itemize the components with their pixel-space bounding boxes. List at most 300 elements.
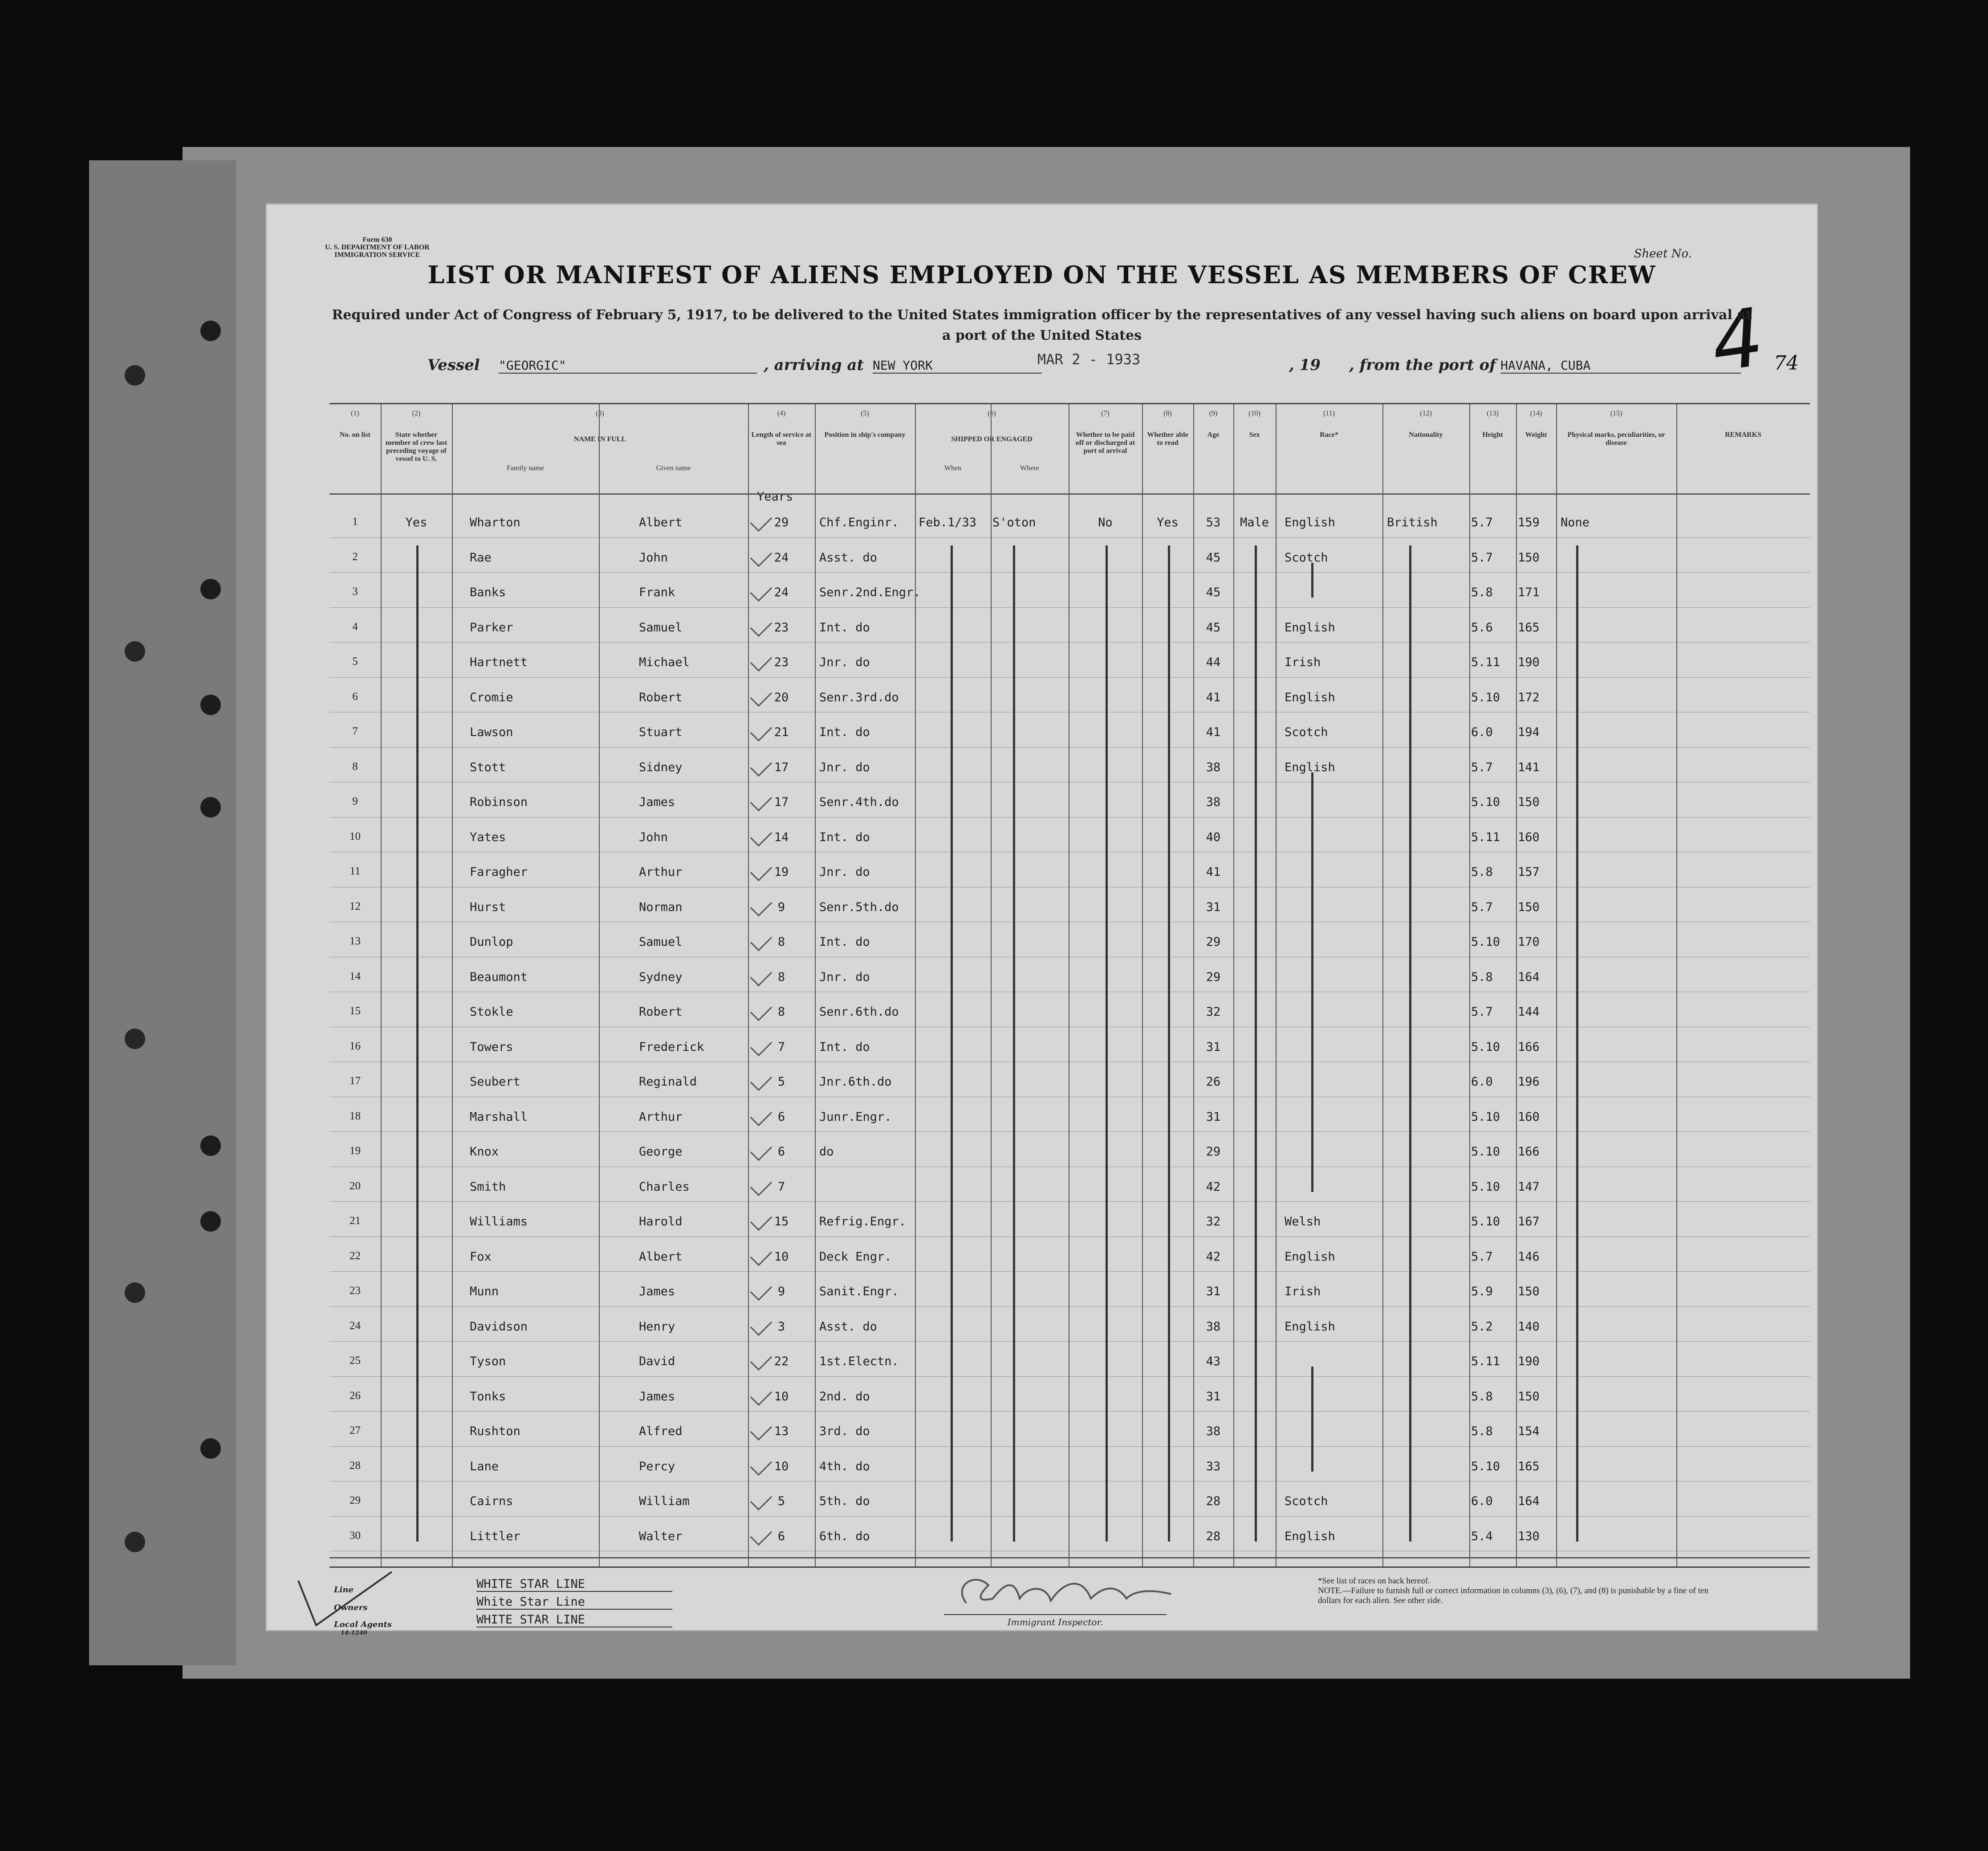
column-number: (2)	[412, 410, 421, 417]
ditto-line	[1311, 773, 1313, 1192]
cell-weight: 172	[1518, 690, 1540, 704]
cell-position: Refrig.Engr.	[819, 1215, 907, 1229]
cell-race: Scotch	[1285, 550, 1328, 565]
cell-no: 21	[350, 1215, 361, 1227]
cell-years: 8	[777, 970, 785, 984]
cell-age: 31	[1206, 1389, 1221, 1404]
cell-age: 28	[1206, 1529, 1221, 1543]
cell-given: Robert	[639, 1005, 683, 1019]
cell-height: 5.7	[1471, 550, 1493, 565]
cell-age: 42	[1206, 1180, 1221, 1194]
cell-years: 8	[777, 935, 785, 949]
row-rule	[329, 817, 1810, 818]
cell-years: 23	[774, 620, 789, 635]
binding-hole	[200, 321, 221, 341]
cell-weight: 146	[1518, 1249, 1540, 1264]
line-label: Line	[334, 1585, 354, 1595]
column-number: (11)	[1323, 410, 1335, 417]
when-subheader: When	[944, 464, 962, 472]
cell-given: Sydney	[639, 970, 683, 984]
column-number: (4)	[777, 410, 786, 417]
cell-years: 6	[777, 1110, 785, 1124]
cell-race: English	[1285, 690, 1335, 704]
column-header: REMARKS	[1725, 431, 1761, 439]
cell-given: Charles	[639, 1180, 690, 1194]
cell-height: 5.10	[1471, 795, 1500, 809]
cell-no: 6	[352, 690, 358, 703]
cell-age: 31	[1206, 1040, 1221, 1054]
cell-weight: 190	[1518, 655, 1540, 669]
vessel-name: "GEORGIC"	[499, 358, 757, 374]
from-label: , from the port of	[1349, 356, 1496, 374]
row-rule	[329, 1271, 1810, 1272]
cell-weight: 150	[1518, 795, 1540, 809]
column-header: NAME IN FULL	[573, 435, 626, 443]
cell-race: Welsh	[1285, 1215, 1321, 1229]
inspector-label: Immigrant Inspector.	[944, 1614, 1167, 1627]
family-name-subheader: Family name	[507, 464, 544, 472]
row-rule	[329, 1376, 1810, 1377]
cell-marks: None	[1561, 516, 1590, 529]
cell-age: 29	[1206, 970, 1221, 984]
cell-position: 4th. do	[819, 1459, 870, 1473]
cell-position: Senr.6th.do	[819, 1005, 899, 1019]
cell-given: John	[639, 550, 668, 565]
cell-weight: 165	[1518, 620, 1540, 635]
cell-years: 22	[774, 1355, 789, 1368]
cell-race: English	[1285, 760, 1335, 774]
cell-weight: 196	[1518, 1075, 1540, 1089]
binding-hole	[200, 1135, 221, 1156]
cell-given: Samuel	[639, 620, 683, 635]
column-number: (10)	[1248, 410, 1260, 417]
row-rule	[329, 1411, 1810, 1412]
cell-years: 23	[774, 655, 789, 669]
cell-weight: 147	[1518, 1180, 1540, 1194]
year-label: , 19	[1289, 356, 1321, 374]
cell-family: Stott	[470, 760, 506, 774]
row-rule	[329, 642, 1810, 643]
row-rule	[329, 1201, 1810, 1202]
binding-hole	[125, 1282, 145, 1303]
cell-position: Deck Engr.	[819, 1249, 892, 1264]
cell-weight: 164	[1518, 970, 1540, 984]
cell-no: 20	[350, 1180, 361, 1192]
cell-years: 9	[777, 1285, 785, 1298]
cell-no: 2	[352, 550, 358, 563]
cell-age: 29	[1206, 935, 1221, 949]
column-rule	[1193, 404, 1194, 1566]
cell-no: 16	[350, 1040, 361, 1052]
cell-family: Tyson	[470, 1355, 506, 1368]
column-number: (7)	[1101, 410, 1110, 417]
cell-family: Banks	[470, 586, 506, 599]
cell-position: do	[819, 1145, 834, 1159]
cell-position: Asst. do	[819, 1319, 878, 1334]
cell-no: 15	[350, 1005, 361, 1017]
department: U. S. DEPARTMENT OF LABOR	[325, 244, 430, 251]
cell-no: 4	[352, 620, 358, 633]
cell-age: 26	[1206, 1075, 1221, 1089]
cell-height: 6.0	[1471, 1075, 1493, 1089]
ditto-line	[416, 545, 419, 1542]
column-rule	[1469, 404, 1470, 1566]
cell-weight: 167	[1518, 1215, 1540, 1229]
cell-weight: 141	[1518, 760, 1540, 774]
cell-no: 7	[352, 725, 358, 737]
binding-hole	[125, 641, 145, 662]
cell-years: 19	[774, 865, 789, 879]
row-rule	[329, 1341, 1810, 1342]
cell-family: Tonks	[470, 1389, 506, 1404]
ditto-line	[1106, 545, 1108, 1542]
cell-years: 5	[777, 1494, 785, 1508]
cell-family: Lane	[470, 1459, 499, 1473]
column-header: Age	[1207, 431, 1220, 439]
cell-years: 6	[777, 1529, 785, 1543]
ditto-line	[1311, 1367, 1313, 1472]
years-subheader: Years	[757, 490, 793, 504]
cell-weight: 160	[1518, 830, 1540, 844]
cell-position: Senr.4th.do	[819, 795, 899, 809]
cell-height: 5.10	[1471, 1040, 1500, 1054]
cell-family: Dunlop	[470, 935, 513, 949]
page-number: 74	[1774, 352, 1799, 374]
ditto-line	[1409, 545, 1411, 1542]
column-header: Sex	[1249, 431, 1260, 439]
cell-weight: 164	[1518, 1494, 1540, 1508]
cell-height: 5.10	[1471, 1145, 1500, 1159]
cell-no: 11	[350, 865, 361, 877]
column-rule	[1382, 404, 1383, 1566]
cell-family: Williams	[470, 1215, 528, 1229]
crew-table	[329, 403, 1810, 1568]
cell-when: Feb.1/33	[919, 516, 977, 529]
cell-race: English	[1285, 620, 1335, 635]
cell-height: 5.7	[1471, 1005, 1493, 1019]
cell-weight: 190	[1518, 1355, 1540, 1368]
column-header: Height	[1482, 431, 1503, 439]
column-header: State whether member of crew last preceding voyage of vessel to U. S.	[385, 431, 447, 463]
cell-age: 29	[1206, 1145, 1221, 1159]
cell-sex: Male	[1240, 516, 1269, 529]
cell-age: 38	[1206, 760, 1221, 774]
cell-years: 15	[774, 1215, 789, 1229]
cell-age: 28	[1206, 1494, 1221, 1508]
cell-race: Irish	[1285, 1285, 1321, 1298]
cell-weight: 154	[1518, 1424, 1540, 1438]
cell-family: Hartnett	[470, 655, 528, 669]
cell-race: English	[1285, 1529, 1335, 1543]
cell-race: English	[1285, 516, 1335, 529]
binding-hole	[200, 579, 221, 599]
binding-hole	[125, 365, 145, 386]
cell-height: 5.8	[1471, 1389, 1493, 1404]
column-rule	[1276, 404, 1277, 1566]
cell-height: 5.4	[1471, 1529, 1493, 1543]
cell-no: 13	[350, 935, 361, 947]
cell-weight: 150	[1518, 900, 1540, 914]
column-header: Weight	[1525, 431, 1547, 439]
cell-position: Jnr. do	[819, 865, 870, 879]
column-number: (15)	[1610, 410, 1622, 417]
cell-height: 5.7	[1471, 900, 1493, 914]
column-rule	[1556, 404, 1557, 1566]
cell-position: Senr.3rd.do	[819, 690, 899, 704]
column-number: (14)	[1530, 410, 1542, 417]
column-rule	[1142, 404, 1143, 1566]
cell-height: 5.11	[1471, 1355, 1500, 1368]
cell-given: Samuel	[639, 935, 683, 949]
form-header	[325, 236, 430, 259]
binding-hole	[125, 1029, 145, 1049]
row-rule	[329, 1446, 1810, 1447]
form-number: Form 630	[362, 236, 392, 244]
column-rule	[381, 404, 382, 1566]
cell-family: Lawson	[470, 725, 513, 739]
cell-age: 32	[1206, 1215, 1221, 1229]
cell-height: 5.8	[1471, 865, 1493, 879]
cell-weight: 159	[1518, 516, 1540, 529]
cell-position: Int. do	[819, 620, 870, 635]
cell-height: 5.11	[1471, 655, 1500, 669]
race-note: *See list of races on back hereof.	[1318, 1576, 1430, 1586]
cell-given: Frederick	[639, 1040, 704, 1054]
sheet-number: 4	[1706, 291, 1769, 390]
binding-hole	[125, 1532, 145, 1552]
agents-value: WHITE STAR LINE	[476, 1613, 672, 1627]
cell-years: 8	[777, 1005, 785, 1019]
cell-age: 33	[1206, 1459, 1221, 1473]
owners-label: Owners	[334, 1603, 368, 1612]
from-port: HAVANA, CUBA	[1500, 358, 1741, 374]
cell-family: Cairns	[470, 1494, 513, 1508]
cell-height: 5.8	[1471, 1424, 1493, 1438]
date-stamp: MAR 2 - 1933	[1037, 351, 1141, 368]
cell-years: 7	[777, 1180, 785, 1194]
cell-family: Wharton	[470, 516, 520, 529]
cell-weight: 150	[1518, 1389, 1540, 1404]
cell-years: 3	[777, 1319, 785, 1334]
cell-given: Robert	[639, 690, 683, 704]
column-rule	[1676, 404, 1677, 1566]
cell-no: 28	[350, 1459, 361, 1472]
cell-given: David	[639, 1355, 675, 1368]
cell-where: S'oton	[992, 516, 1036, 529]
cell-given: Walter	[639, 1529, 683, 1543]
column-number: (8)	[1163, 410, 1172, 417]
cell-given: Norman	[639, 900, 683, 914]
cell-age: 42	[1206, 1249, 1221, 1264]
cell-height: 5.7	[1471, 760, 1493, 774]
cell-given: Harold	[639, 1215, 683, 1229]
cell-age: 41	[1206, 865, 1221, 879]
page-subtitle: Required under Act of Congress of February 5, 1917, to be delivered to the United States immigration officer by the representatives of any vessel having such aliens on board upon arrival at a port of the United States	[332, 307, 1752, 343]
form-code: 14-1240	[341, 1630, 367, 1636]
row-rule	[329, 607, 1810, 608]
cell-position: Asst. do	[819, 550, 878, 565]
column-header: Length of service at sea	[751, 431, 812, 447]
cell-years: 20	[774, 690, 789, 704]
cell-weight: 165	[1518, 1459, 1540, 1473]
cell-family: Towers	[470, 1040, 513, 1054]
cell-no: 26	[350, 1389, 361, 1402]
agents-label: Local Agents	[334, 1620, 392, 1629]
cell-position: Int. do	[819, 725, 870, 739]
cell-years: 24	[774, 550, 789, 565]
column-number: (3)	[596, 410, 604, 417]
cell-weight: 150	[1518, 1285, 1540, 1298]
cell-given: Henry	[639, 1319, 675, 1334]
binding-hole	[200, 695, 221, 715]
cell-age: 40	[1206, 830, 1221, 844]
cell-weight: 166	[1518, 1145, 1540, 1159]
cell-given: George	[639, 1145, 683, 1159]
column-header: No. on list	[340, 431, 370, 439]
cell-age: 44	[1206, 655, 1221, 669]
cell-family: Marshall	[470, 1110, 528, 1124]
cell-crew: Yes	[405, 516, 427, 529]
cell-weight: 150	[1518, 550, 1540, 565]
cell-race: Scotch	[1285, 1494, 1328, 1508]
column-number: (12)	[1420, 410, 1432, 417]
header-rule	[329, 493, 1810, 495]
table-end-rule	[329, 1557, 1810, 1558]
ditto-line	[1013, 545, 1015, 1542]
cell-years: 6	[777, 1145, 785, 1159]
column-number: (9)	[1209, 410, 1218, 417]
cell-position: 1st.Electn.	[819, 1355, 899, 1368]
cell-race: English	[1285, 1249, 1335, 1264]
ditto-line	[1311, 563, 1313, 598]
column-number: (1)	[351, 410, 359, 417]
cell-years: 10	[774, 1459, 789, 1473]
cell-family: Davidson	[470, 1319, 528, 1334]
cell-position: Int. do	[819, 935, 870, 949]
column-rule	[1516, 404, 1517, 1566]
ditto-line	[951, 545, 953, 1542]
row-rule	[329, 677, 1810, 678]
cell-height: 6.0	[1471, 725, 1493, 739]
cell-age: 38	[1206, 795, 1221, 809]
cell-no: 17	[350, 1075, 361, 1087]
cell-family: Munn	[470, 1285, 499, 1298]
cell-years: 29	[774, 516, 789, 529]
cell-position: Senr.5th.do	[819, 900, 899, 914]
cell-nationality: British	[1387, 516, 1438, 529]
cell-family: Fox	[470, 1249, 492, 1264]
cell-given: Michael	[639, 655, 690, 669]
owners-value: White Star Line	[476, 1595, 672, 1610]
cell-height: 5.8	[1471, 586, 1493, 599]
cell-no: 9	[352, 795, 358, 807]
cell-given: Alfred	[639, 1424, 683, 1438]
binding-hole	[200, 797, 221, 818]
column-number: (5)	[861, 410, 869, 417]
where-subheader: Where	[1020, 464, 1039, 472]
check-mark-annotation	[289, 1567, 401, 1630]
cell-years: 21	[774, 725, 789, 739]
cell-height: 5.10	[1471, 935, 1500, 949]
cell-no: 3	[352, 586, 358, 598]
cell-no: 5	[352, 655, 358, 667]
cell-height: 5.10	[1471, 1180, 1500, 1194]
cell-age: 45	[1206, 620, 1221, 635]
cell-position: Sanit.Engr.	[819, 1285, 899, 1298]
row-rule	[329, 572, 1810, 573]
cell-position: Chf.Enginr.	[819, 516, 899, 529]
cell-position: 5th. do	[819, 1494, 870, 1508]
column-header: SHIPPED OR ENGAGED	[951, 435, 1033, 443]
cell-age: 43	[1206, 1355, 1221, 1368]
inspector-signature	[948, 1567, 1180, 1616]
cell-position: Jnr. do	[819, 970, 870, 984]
column-header: Position in ship's company	[824, 431, 906, 439]
cell-given: James	[639, 1285, 675, 1298]
cell-no: 8	[352, 760, 358, 773]
cell-height: 5.10	[1471, 1459, 1500, 1473]
column-rule	[815, 404, 816, 1566]
cell-no: 18	[350, 1110, 361, 1122]
cell-height: 5.10	[1471, 1110, 1500, 1124]
cell-weight: 140	[1518, 1319, 1540, 1334]
cell-years: 5	[777, 1075, 785, 1089]
cell-family: Faragher	[470, 865, 528, 879]
cell-family: Beaumont	[470, 970, 528, 984]
cell-weight: 144	[1518, 1005, 1540, 1019]
binding-hole	[200, 1438, 221, 1459]
cell-family: Rae	[470, 550, 492, 565]
cell-position: Senr.2nd.Engr.	[819, 586, 921, 599]
cell-given: Arthur	[639, 865, 683, 879]
cell-given: Percy	[639, 1459, 675, 1473]
cell-family: Knox	[470, 1145, 499, 1159]
cell-age: 45	[1206, 550, 1221, 565]
cell-height: 5.10	[1471, 690, 1500, 704]
line-value: WHITE STAR LINE	[476, 1577, 672, 1592]
cell-race: Scotch	[1285, 725, 1328, 739]
column-rule	[1233, 404, 1234, 1566]
cell-years: 24	[774, 586, 789, 599]
cell-height: 5.11	[1471, 830, 1500, 844]
cell-position: Junr.Engr.	[819, 1110, 892, 1124]
cell-no: 29	[350, 1494, 361, 1506]
column-header: Whether to be paid off or discharged at port of arrival	[1075, 431, 1135, 455]
cell-age: 32	[1206, 1005, 1221, 1019]
cell-age: 41	[1206, 690, 1221, 704]
column-rule	[915, 404, 916, 1566]
column-header: Nationality	[1409, 431, 1443, 439]
cell-given: Albert	[639, 1249, 683, 1264]
cell-race: English	[1285, 1319, 1335, 1334]
cell-given: Stuart	[639, 725, 683, 739]
cell-race: Irish	[1285, 655, 1321, 669]
cell-no: 22	[350, 1249, 361, 1262]
cell-years: 13	[774, 1424, 789, 1438]
cell-years: 7	[777, 1040, 785, 1054]
cell-family: Yates	[470, 830, 506, 844]
footnotes	[1318, 1576, 1719, 1606]
cell-given: Frank	[639, 586, 675, 599]
cell-weight: 171	[1518, 586, 1540, 599]
cell-family: Seubert	[470, 1075, 520, 1089]
cell-position: 3rd. do	[819, 1424, 870, 1438]
given-name-subheader: Given name	[656, 464, 691, 472]
cell-position: 2nd. do	[819, 1389, 870, 1404]
page-title: LIST OR MANIFEST OF ALIENS EMPLOYED ON THE VESSEL AS MEMBERS OF CREW	[427, 260, 1656, 289]
cell-weight: 130	[1518, 1529, 1540, 1543]
cell-given: Sidney	[639, 760, 683, 774]
